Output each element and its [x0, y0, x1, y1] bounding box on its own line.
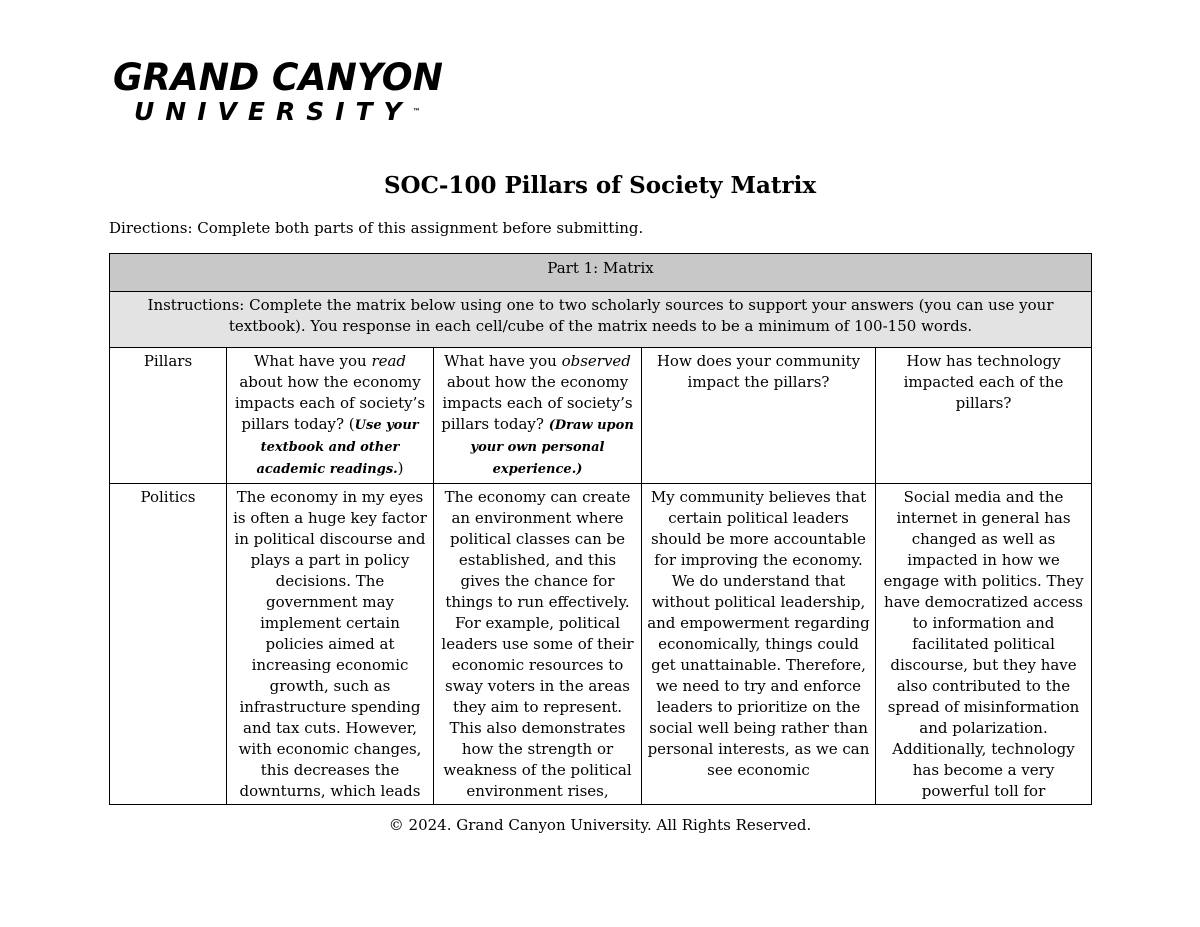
community-response-cell: My community believes that certain political leaders should be more accountable for improving the economy. We do understand that without political leadership, and empowerment regarding economically, things could get unattainable. Therefore, we need to try and enforce leaders to prioritize on the social well being rather than personal interests, as we can see economic — [642, 484, 876, 805]
observed-response-cell: The economy can create an environment where political classes can be established, and this gives the chance for things to run effectively. For example, political leaders use some of their economic resources to sway voters in the areas they aim to represent. This also demonstrates how the strength or weakness of the political environment rises, — [434, 484, 642, 805]
logo-wordmark-bottom: UNIVERSITY™ — [134, 97, 421, 126]
pillars-matrix-table — [109, 253, 1092, 805]
column-header-read: What have you read about how the economy impacts each of society’s pillars today? (Use your textbook and other academic readings.) — [227, 348, 434, 484]
column-header-community: How does your community impact the pillars? — [642, 348, 876, 484]
pillar-name-cell: Politics — [110, 484, 227, 805]
technology-response-cell: Social media and the internet in general has changed as well as impacted in how we engage with politics. They have democratized access to information and facilitated political discourse, but they have also contributed to the spread of misinformation and polarization. Additionally, technology has become a very powerful toll for — [876, 484, 1092, 805]
read-response-cell: The economy in my eyes is often a huge key factor in political discourse and plays a part in policy decisions. The government may implement certain policies aimed at increasing economic growth, such as infrastructure spending and tax cuts. However, with economic changes, this decreases the downturns, which leads — [227, 484, 434, 805]
university-logo — [113, 56, 443, 126]
column-header-technology: How has technology impacted each of the pillars? — [876, 348, 1092, 484]
copyright-footer: © 2024. Grand Canyon University. All Rights Reserved. — [388, 816, 812, 834]
column-header-row — [110, 348, 1092, 484]
page-title: SOC-100 Pillars of Society Matrix — [383, 172, 817, 199]
directions-text: Directions: Complete both parts of this assignment before submitting. — [109, 219, 644, 237]
table-row — [110, 484, 1092, 805]
instructions-cell: Instructions: Complete the matrix below using one to two scholarly sources to support your answers (you can use your textbook). You response in each cell/cube of the matrix needs to be a minimum of 100-150 words. — [110, 292, 1092, 348]
logo-wordmark-top: GRAND CANYON — [113, 56, 443, 99]
column-header-pillars: Pillars — [110, 348, 227, 484]
column-header-observed: What have you observed about how the economy impacts each of society’s pillars today? (Draw upon your own personal experience.) — [434, 348, 642, 484]
part-header: Part 1: Matrix — [110, 254, 1092, 292]
